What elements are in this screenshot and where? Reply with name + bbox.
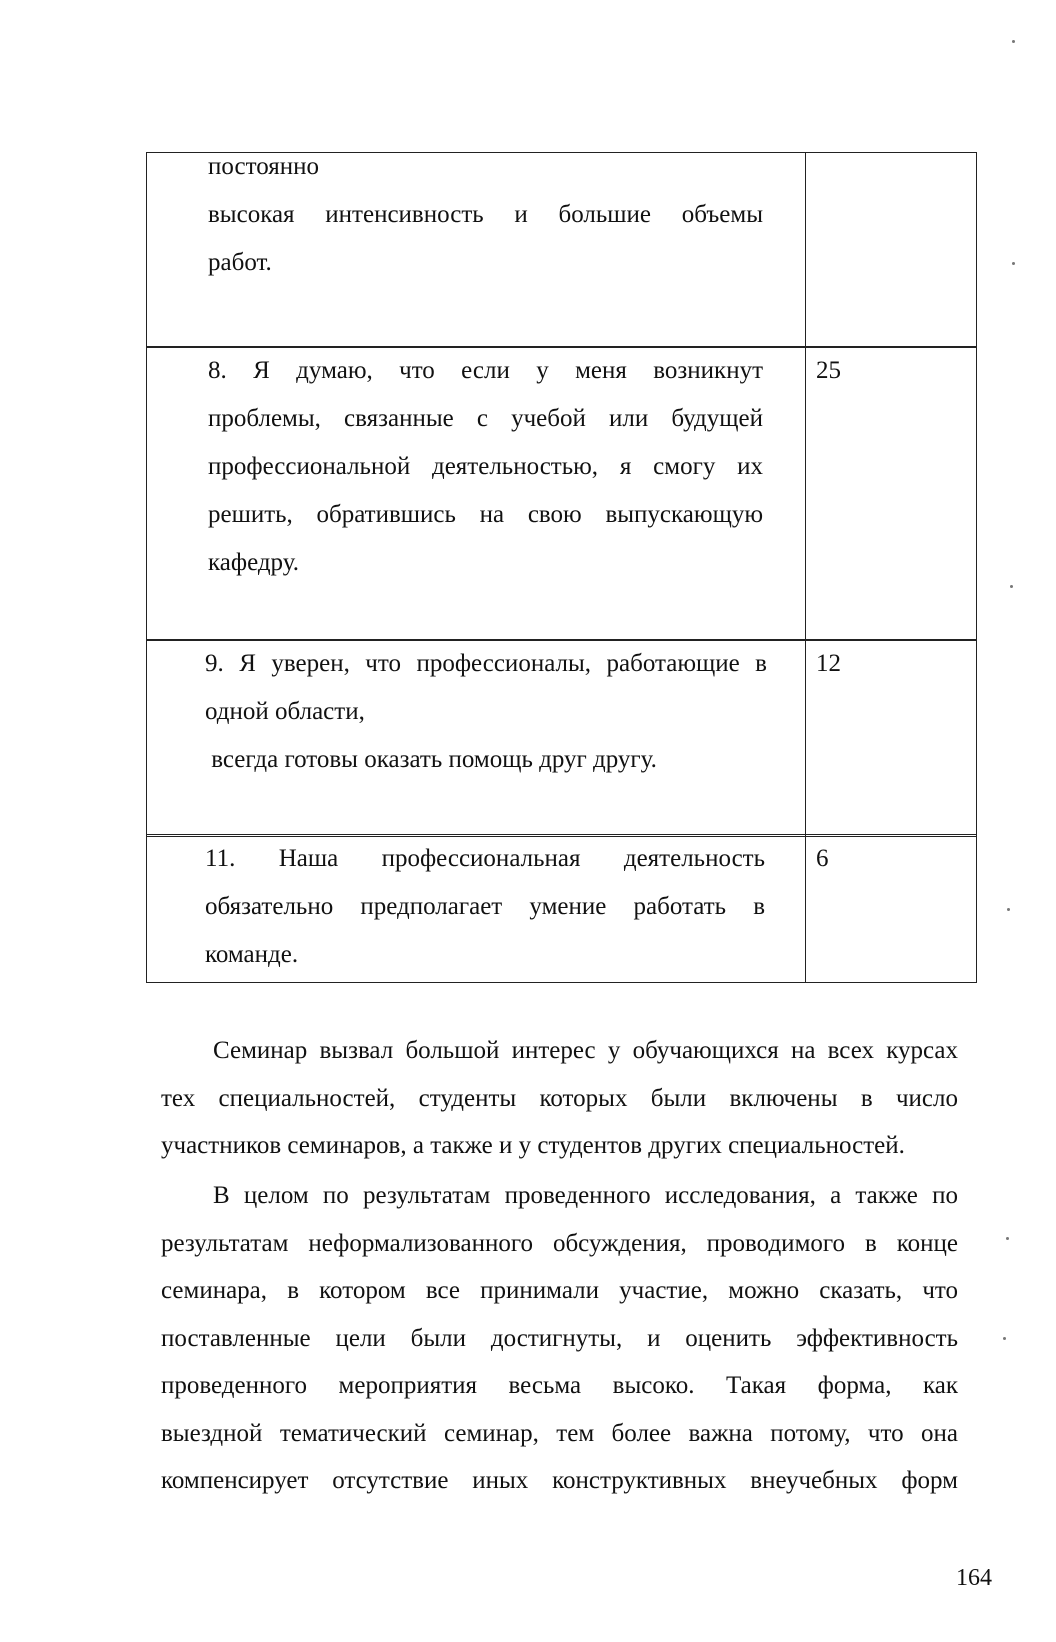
body-paragraph — [161, 1172, 958, 1505]
count-value: 6 — [816, 845, 829, 872]
survey-table — [146, 834, 977, 983]
statement-line: кафедру. — [208, 549, 299, 576]
survey-table — [146, 639, 977, 837]
body-paragraph — [161, 1027, 958, 1170]
count-value: 12 — [816, 650, 841, 677]
statement-line: высокая интенсивность и большие объемы — [208, 201, 763, 228]
statement-text — [205, 640, 767, 784]
count-cell — [806, 347, 977, 641]
statement-line: решить, обратившись на свою выпускающую — [208, 501, 763, 528]
survey-table — [146, 346, 977, 641]
statement-cell — [147, 153, 806, 348]
table-row — [147, 835, 977, 983]
statement-line: 8. Я думаю, что если у меня возникнут — [208, 357, 763, 384]
scan-speck — [1003, 1337, 1006, 1340]
statement-text — [205, 835, 765, 979]
statement-line: 9. Я уверен, что профессионалы, работающие в — [205, 650, 767, 677]
page-number: 164 — [956, 1565, 992, 1591]
scan-speck — [1010, 585, 1013, 588]
paragraph-line: результатам неформализованного обсуждения, проводимого в конце — [161, 1229, 958, 1257]
paragraph-line: тех специальностей, студенты которых были включены в число — [161, 1084, 958, 1112]
statement-line: работ. — [208, 249, 272, 276]
paragraph-line: В целом по результатам проведенного исследования, а также по — [213, 1182, 958, 1209]
statement-line: 11. Наша профессиональная деятельность — [205, 845, 765, 872]
statement-line: обязательно предполагает умение работать в — [205, 893, 765, 920]
statement-line: постоянно — [208, 153, 319, 180]
paragraph-line: семинара, в котором все принимали участие, можно сказать, что — [161, 1277, 958, 1304]
scan-speck — [1012, 262, 1015, 265]
statement-cell — [147, 640, 806, 837]
table-row — [147, 347, 977, 641]
count-cell — [806, 153, 977, 348]
statement-line: всегда готовы оказать помощь друг другу. — [205, 746, 657, 773]
statement-cell — [147, 347, 806, 641]
statement-line: команде. — [205, 941, 299, 968]
scan-speck — [1012, 40, 1015, 43]
paragraph-line: участников семинаров, а также и у студентов других специальностей. — [161, 1132, 905, 1159]
paragraph-line: проведенного мероприятия весьма высоко. Такая форма, как — [161, 1372, 958, 1399]
count-cell — [806, 640, 977, 837]
statement-line: одной области, — [205, 698, 365, 725]
statement-line: профессиональной деятельностью, я смогу их — [208, 453, 763, 480]
paragraph-line: компенсирует отсутствие иных конструктивных внеучебных форм — [161, 1467, 958, 1494]
statement-text — [208, 347, 763, 587]
statement-text — [208, 143, 763, 287]
table-row — [147, 640, 977, 837]
count-cell — [806, 835, 977, 983]
paragraph-line: Семинар вызвал большой интерес у обучающихся на всех курсах — [213, 1037, 958, 1064]
count-value: 25 — [816, 357, 841, 384]
scan-speck — [1007, 908, 1010, 911]
scan-speck — [1006, 1237, 1009, 1240]
survey-table — [146, 152, 977, 348]
table-row — [147, 153, 977, 348]
paragraph-line: выездной тематический семинар, тем более важна потому, что она — [161, 1419, 958, 1447]
statement-cell — [147, 835, 806, 983]
paragraph-line: поставленные цели были достигнуты, и оценить эффективность — [161, 1324, 958, 1352]
statement-line: проблемы, связанные с учебой или будущей — [208, 405, 763, 432]
